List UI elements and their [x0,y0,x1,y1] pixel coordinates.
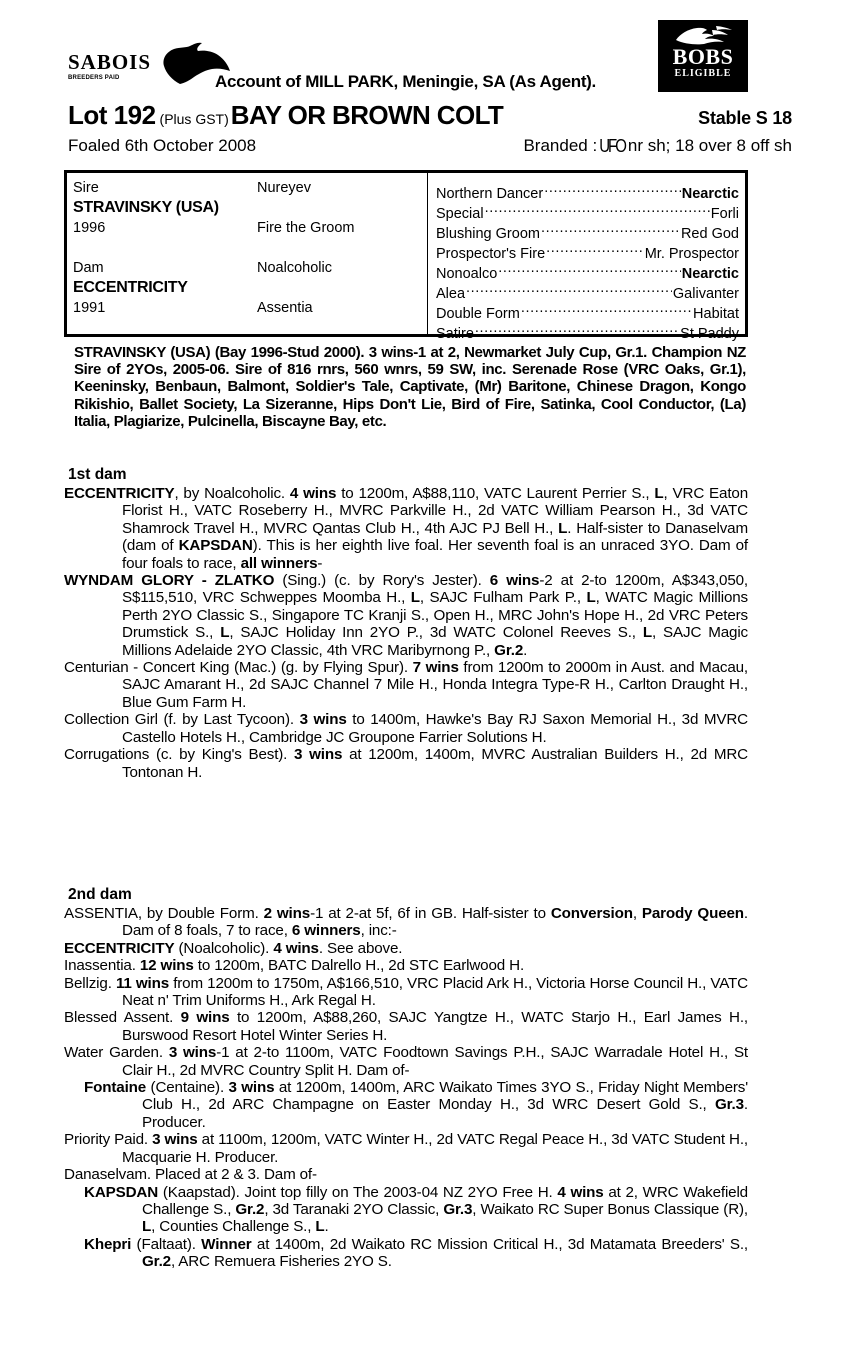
emphasis-text: 6 winners [291,922,361,940]
dot-leader [546,238,644,258]
bobs-eligible-label: ELIGIBLE [674,68,732,79]
pedigree-spacer [257,198,427,218]
emphasis-text: ECCENTRICITY [64,485,175,502]
body-text: Water Garden. [64,1044,163,1062]
bobs-wordmark: BOBS [672,44,734,69]
body-text: , ARC Remuera Fisheries 2YO S. [170,1253,392,1271]
body-text: (Noalcoholic). [174,939,274,957]
pedigree-col-greatgrandparents [427,173,745,342]
pedigree-spacer [73,238,257,258]
emphasis-text: L [654,485,664,502]
emphasis-text: Gr.2 [235,1200,265,1218]
emphasis-text: 6 wins [489,572,540,590]
sire-dam: Fire the Groom [257,220,355,236]
body-text: (Faltaat). [131,1235,202,1253]
sire-year: 1996 [73,220,106,236]
body-text: Centurian - Concert King (Mac.) [64,659,277,677]
body-text: at 1100m, 1200m, VATC Winter H., 2d VATC Regal Peace H., 3d VATC Student H., Macquarie H. Producer. [122,1131,748,1166]
progeny-entry [64,711,748,746]
body-text: to 1200m, A$88,260, SAJC Yangtze H., WATC Starjo H., Earl James H., Burswood Resort Hotel Winter Series H. [122,1009,748,1044]
dot-leader [521,298,692,318]
pedigree-relative-entry [64,1166,748,1183]
sire-name: STRAVINSKY (USA) [73,199,219,216]
body-text: , SAJC Fulham Park P., [419,589,587,607]
emphasis-text: Parody Queen [641,905,744,922]
pedigree-ancestor-right: Red God [680,226,739,242]
pedigree-ancestor-left: Double Form [436,306,520,322]
body-text [173,1009,180,1026]
stable-number: Stable S 18 [698,108,792,128]
emphasis-text: L [315,1218,325,1236]
pedigree-ancestor-left: Prospector's Fire [436,246,546,262]
emphasis-text: 4 wins [557,1183,604,1201]
body-text: from 1200m to 1750m, A$166,510, VRC Placid Ark H., Victoria Horse Council H., VATC Neat n' Trim Uniforms H., Ark Regal H. [122,974,748,1010]
pedigree-leader-row [436,178,739,202]
body-text: (Sing.) (c. by Rory's Jester). [274,572,490,590]
emphasis-text: 3 wins [294,746,343,764]
first-dam-progeny-list [64,572,748,781]
bobs-eligible-badge [658,20,748,92]
dam-dam: Assentia [257,300,313,316]
emphasis-text: L [586,589,596,607]
body-text: Blessed Assent. [64,1009,174,1027]
bobs-horse-icon [672,24,734,46]
body-text: Priority Paid. [64,1131,148,1149]
branded-detail: nr sh; 18 over 8 off sh [627,136,792,155]
emphasis-text: Khepri [84,1235,132,1253]
body-text: , [632,905,642,922]
body-text: Bellzig. [64,974,112,992]
body-text: from 1200m to 2000m in Aust. and Macau, SAJC Amarant H., 2d SAJC Channel 7 Mile H., Honda Integra Type-R H., Carlton Draught H., Blue Gum Farm H. [122,659,748,711]
pedigree-relative-entry [64,1044,748,1079]
first-dam-main-entry [64,485,748,572]
sire-label: Sire [73,180,99,196]
pedigree-relative-entry [64,1184,748,1236]
second-dam-entry-list [64,940,748,1271]
pedigree-table [64,170,748,342]
sire-sire: Nureyev [257,180,311,196]
emphasis-text: 3 wins [152,1131,198,1149]
body-text: , VRC Eaton Florist H., VATC Roseberry H., MVRC Parkville H., 2d VATC William Pearson H., 3d VATC Shamrock Travel H., MVRC Qantas Club H., 4th AJC PJ Bell H., [122,485,748,537]
account-line: Account of MILL PARK, Meningie, SA (As Agent). [215,72,596,91]
body-text: to 1200m, BATC Dalrello H., 2d STC Earlwood H. [193,957,525,975]
lot-number: Lot 192 [68,100,156,130]
body-text: . See above. [318,939,403,957]
emphasis-text: Conversion [550,905,633,922]
foaled-branded-row [68,136,792,156]
dot-leader [466,278,672,298]
body-text: ASSENTIA [64,905,138,922]
emphasis-text: WYNDAM GLORY - ZLATKO [64,572,275,590]
second-dam-main-entry [64,905,748,940]
body-text: Corrugations [64,746,150,764]
emphasis-text: ECCENTRICITY [64,939,175,957]
pedigree-ancestor-left: Alea [436,286,466,302]
emphasis-text: Gr.2 [142,1253,171,1271]
body-text: at 1400m, 2d Waikato RC Mission Critical H., 3d Matamata Breeders' S., [251,1235,748,1253]
dam-name: ECCENTRICITY [73,279,188,296]
pedigree-relative-entry [64,975,748,1010]
brand-symbol-glyph: UFO [599,135,625,158]
pedigree-relative-entry [64,1131,748,1166]
emphasis-text: KAPSDAN [84,1183,159,1201]
emphasis-text: 9 wins [180,1009,230,1027]
body-text: (c. by King's Best). [149,746,295,764]
body-text: (Centaine). [146,1079,229,1097]
emphasis-text: Gr.3 [443,1200,473,1218]
emphasis-text: 7 wins [412,659,459,677]
body-text: at 1200m, 1400m, MVRC Australian Builders H., 2d MRC Tontonan H. [122,746,748,781]
sire-summary-paragraph: STRAVINSKY (USA) (Bay 1996-Stud 2000). 3 wins-1 at 2, Newmarket July Cup, Gr.1. Champion NZ Sire of 2YOs, 2005-06. Sire of 816 rnrs, 560 wnrs, 59 SW, inc. Serenade Rose (VRC Oaks, Gr.1), Keeninsky, Benbaun, Balmont, Soldier's Tale, Captivate, (Mr) Baritone, Chinese Dragon, Kongo Rikishio, Ballet Society, La Sizeranne, Hips Don't Lie, Bird of Fire, Satinka, Cool Conductor, (La) Italia, Plagiarize, Pulcinella, Biscayne Bay, etc. [74,344,746,430]
body-text: . Dam of 8 foals, 7 to race, [122,905,748,940]
body-text: Danaselvam. [64,1166,151,1184]
first-dam-heading: 1st dam [68,466,127,483]
branded-info [523,136,792,156]
body-text: , 3d Taranaki 2YO Classic, [264,1200,444,1218]
emphasis-text: Winner [201,1235,252,1253]
body-text: (g. by Flying Spur). [276,659,413,677]
progeny-entry [64,659,748,711]
emphasis-text: L [410,589,420,607]
pedigree-ancestor-left: Nonoalco [436,266,498,282]
dot-leader [498,258,681,278]
body-text: at 2, WRC Wakefield Challenge S., [142,1183,748,1218]
dam-label: Dam [73,260,104,276]
pedigree-col-grandparents [257,173,427,334]
dam-sire: Noalcoholic [257,260,332,276]
pedigree-ancestor-right: Forli [710,206,739,222]
pedigree-ancestor-left: Northern Dancer [436,186,544,202]
body-text: , SAJC Holiday Inn 2YO P., 3d WATC Colonel Reeves S., [229,624,643,642]
body-text: Placed at 2 & 3. Dam of- [150,1166,317,1184]
body-text: , by Double Form. [137,905,264,922]
pedigree-col-parents [67,173,257,334]
body-text: , Counties Challenge S., [151,1218,316,1236]
body-text: ). This is her eighth live foal. Her seventh foal is an unraced 3YO. Dam of four foals to race, [122,537,748,572]
emphasis-text: L [642,624,652,642]
emphasis-text: 12 wins [139,957,194,975]
emphasis-text: all winners [240,554,318,572]
body-text: . Producer. [142,1096,748,1131]
body-text: at 1200m, 1400m, ARC Waikato Times 3YO S., Friday Night Members' Club H., 2d ARC Champagne on Easter Monday H., 3d WRC Desert Gold S., [142,1079,748,1114]
dot-leader [544,178,681,198]
pedigree-ancestor-left: Satire [436,326,474,342]
foaled-date: Foaled 6th October 2008 [68,136,257,155]
dam-year: 1991 [73,300,106,316]
emphasis-text: 3 wins [299,711,347,729]
emphasis-text: 11 wins [115,974,170,992]
lot-title-row [68,100,792,131]
body-text: , Waikato RC Super Bonus Classique (R), [472,1200,748,1218]
gst-note: (Plus GST) [159,111,229,127]
dot-leader [475,318,679,338]
pedigree-spacer [257,278,427,298]
pedigree-ancestor-left: Blushing Groom [436,226,540,242]
page-header [0,0,860,110]
sabois-subtext: BREEDERS PAID [68,75,120,81]
body-text: , WATC Magic Millions Perth 2YO Classic S., Singapore TC Kranji S., Open H., MRC John's Hope H., 2d VRC Peters Drumstick S., [122,589,748,642]
pedigree-ancestor-right: Habitat [693,306,739,322]
pedigree-ancestor-left: Special [436,206,484,222]
body-text: . [523,641,528,659]
body-text: -1 at 2-to 1100m, VATC Foodtown Savings P.H., SAJC Warradale Hotel H., St Clair H., 2d MVRC Country Split H. Dam of- [122,1044,748,1079]
pedigree-ancestor-right: St Paddy [680,326,739,342]
dot-leader [485,198,710,218]
body-text: Inassentia. [64,957,136,975]
horse-colour-sex: BAY OR BROWN COLT [230,100,504,130]
emphasis-text: 3 wins [168,1044,217,1062]
pedigree-relative-entry [64,957,748,974]
body-text: . Half-sister to Danaselvam (dam of [122,519,748,555]
pedigree-spacer [257,238,427,258]
pedigree-relative-entry [64,1079,748,1131]
body-text: , inc:- [360,922,397,940]
progeny-entry [64,572,748,659]
body-text: to 1200m, A$88,110, VATC Laurent Perrier S., [336,485,655,502]
first-dam-section [64,466,748,781]
branded-label: Branded : [523,136,598,155]
emphasis-text: L [142,1218,152,1236]
body-text: , SAJC Magic Millions Adelaide 2YO Classic, 4th VRC Maribyrnong P., [122,624,748,659]
emphasis-text: L [220,624,230,642]
pedigree-relative-entry [64,940,748,957]
emphasis-text: 4 wins [273,939,319,957]
second-dam-section [64,886,748,1271]
body-text: . [324,1218,329,1236]
body-text: -1 at 2-at 5f, 6f in GB. Half-sister to [310,905,551,922]
emphasis-text: 4 wins [289,485,337,502]
emphasis-text: Gr.2 [494,641,524,659]
body-text: , by Noalcoholic. [174,485,290,502]
body-text: Collection Girl [64,711,158,729]
body-text: -2 at 2-to 1200m, A$343,050, S$115,510, VRC Schweppes Moomba H., [122,572,748,607]
pedigree-ancestor-right: Mr. Prospector [644,246,739,262]
body-text: (f. by Last Tycoon). [157,711,300,729]
sabois-wordmark: SABOIS [68,50,152,74]
emphasis-text: Gr.3 [714,1096,744,1114]
sabois-logo [68,52,188,100]
pedigree-ancestor-right: Nearctic [681,266,739,282]
emphasis-text: L [558,519,568,537]
emphasis-text: Fontaine [84,1079,147,1097]
second-dam-heading: 2nd dam [68,886,132,903]
pedigree-ancestor-right: Galivanter [672,286,739,302]
progeny-entry [64,746,748,781]
body-text: (Kaapstad). Joint top filly on The 2003-04 NZ 2YO Free H. [158,1183,558,1201]
emphasis-text: 3 wins [228,1079,275,1097]
emphasis-text: 2 wins [263,905,311,922]
pedigree-relative-entry [64,1009,748,1044]
body-text: to 1400m, Hawke's Bay RJ Saxon Memorial H., 3d MVRC Castello Hotels H., Cambridge JC Groupone Farrier Solutions H. [122,711,749,746]
pedigree-ancestor-right: Nearctic [681,186,739,202]
pedigree-relative-entry [64,1236,748,1271]
dot-leader [541,218,680,238]
body-text: - [317,554,323,572]
emphasis-text: KAPSDAN [178,537,253,555]
